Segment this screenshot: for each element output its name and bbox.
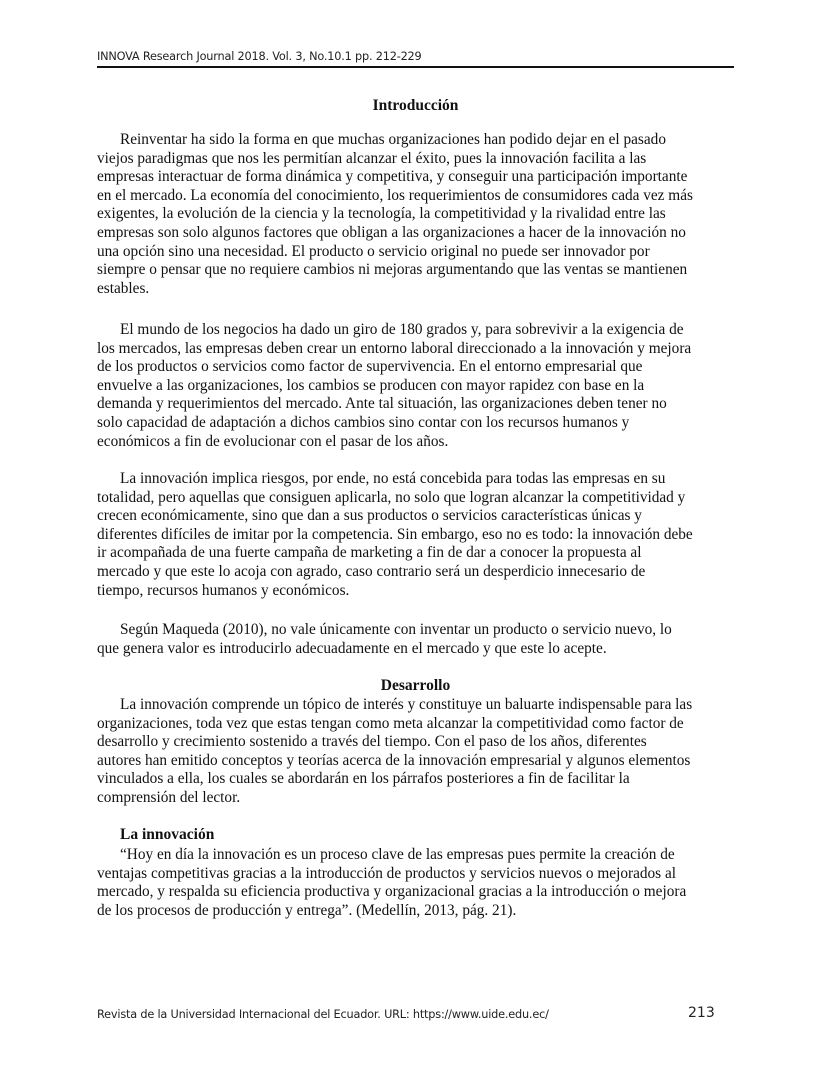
text-line: diferentes difíciles de imitar por la competencia. Sin embargo, eso no es todo: la innovación debe: [97, 525, 693, 543]
paragraph-1: [97, 131, 737, 298]
text-line: de los procesos de producción y entrega”. (Medellín, 2013, pág. 21).: [97, 901, 517, 919]
text-line: desarrollo y crecimiento sostenido a través del tiempo. Con el paso de los años, diferentes: [97, 733, 647, 751]
text-line: empresas interactuar de forma dinámica y competitiva, y conseguir una participación importante: [97, 168, 688, 186]
text-line: mercado, y respalda su eficiencia productiva y organizacional gracias a la introducción o mejora: [97, 883, 687, 901]
text-line: empresas son solo algunos factores que obligan a las organizaciones a hacer de la innovación no: [97, 223, 686, 241]
text-line: comprensión del lector.: [97, 788, 241, 806]
paragraph-2: [97, 321, 737, 451]
footer-text: Revista de la Universidad Internacional del Ecuador. URL: https://www.uide.edu.ec/: [97, 1008, 549, 1021]
paragraph-quote: [97, 846, 737, 920]
text-line: siempre o pensar que no requiere cambios ni mejoras argumentando que las ventas se mantienen: [97, 261, 688, 279]
page-number: 213: [688, 1005, 715, 1021]
text-line: viejos paradigmas que nos les permitían alcanzar el éxito, pues la innovación facilita a las: [97, 149, 647, 167]
text-line: “Hoy en día la innovación es un proceso clave de las empresas pues permite la creación de: [120, 846, 675, 863]
text-line: de los productos o servicios como factor de supervivencia. En el entorno empresarial que: [97, 358, 643, 376]
text-line: económicos a fin de evolucionar con el pasar de los años.: [97, 432, 449, 450]
text-line: solo capacidad de adaptación a dichos cambios sino contar con los recursos humanos y: [97, 413, 630, 431]
heading-desarrollo: Desarrollo: [380, 677, 451, 694]
text-line: El mundo de los negocios ha dado un giro de 180 grados y, para sobrevivir a la exigencia de: [120, 321, 684, 338]
paragraph-5: [97, 696, 737, 808]
text-line: exigentes, la evolución de la ciencia y la tecnología, la competitividad y la rivalidad entre las: [97, 205, 666, 223]
text-line: organizaciones, toda vez que estas tengan como meta alcanzar la competitividad como factor de: [97, 714, 684, 732]
text-line: una opción sino una necesidad. El producto o servicio original no puede ser innovador por: [97, 242, 650, 260]
text-line: autores han emitido conceptos y teorías acerca de la innovación empresarial y algunos elementos: [97, 751, 691, 769]
text-line: ir acompañada de una fuerte campaña de marketing a fin de dar a conocer la propuesta al: [97, 544, 642, 562]
text-line: crecen económicamente, sino que dan a sus productos o servicios características únicas y: [97, 507, 642, 525]
text-line: vinculados a ella, los cuales se abordarán en los párrafos posteriores a fin de facilitar la: [97, 770, 630, 788]
text-line: tiempo, recursos humanos y económicos.: [97, 581, 350, 599]
text-line: totalidad, pero aquellas que consiguen aplicarla, no solo que logran alcanzar la competitividad y: [97, 488, 686, 506]
text-line: envuelve a las organizaciones, los cambios se producen con mayor rapidez con base en la: [97, 376, 645, 394]
text-line: los mercados, las empresas deben crear un entorno laboral direccionado a la innovación y mejora: [97, 339, 692, 357]
heading-introduccion: Introducción: [372, 97, 459, 114]
text-line: en el mercado. La economía del conocimiento, los requerimientos de consumidores cada vez más: [97, 186, 693, 204]
text-line: que genera valor es introducirlo adecuadamente en el mercado y que este lo acepte.: [97, 639, 607, 657]
paragraph-4: [97, 621, 737, 658]
header-rule: [97, 66, 734, 68]
text-line: mercado y que este lo acoja con agrado, caso contrario será un desperdicio innecesario de: [97, 562, 646, 580]
running-header: INNOVA Research Journal 2018. Vol. 3, No.10.1 pp. 212-229: [97, 50, 422, 63]
text-line: demanda y requerimientos del mercado. Ante tal situación, las organizaciones deben tener no: [97, 395, 667, 413]
text-line: Según Maqueda (2010), no vale únicamente con inventar un producto o servicio nuevo, lo: [120, 621, 672, 638]
text-line: La innovación implica riesgos, por ende, no está concebida para todas las empresas en su: [120, 470, 666, 487]
text-line: Reinventar ha sido la forma en que muchas organizaciones han podido dejar en el pasado: [120, 131, 666, 148]
heading-la-innovacion: La innovación: [120, 826, 215, 843]
text-line: La innovación comprende un tópico de interés y constituye un baluarte indispensable para las: [120, 696, 693, 713]
text-line: estables.: [97, 279, 150, 297]
paragraph-3: [97, 470, 737, 600]
text-line: ventajas competitivas gracias a la introducción de productos y servicios nuevos o mejorados al: [97, 864, 676, 882]
